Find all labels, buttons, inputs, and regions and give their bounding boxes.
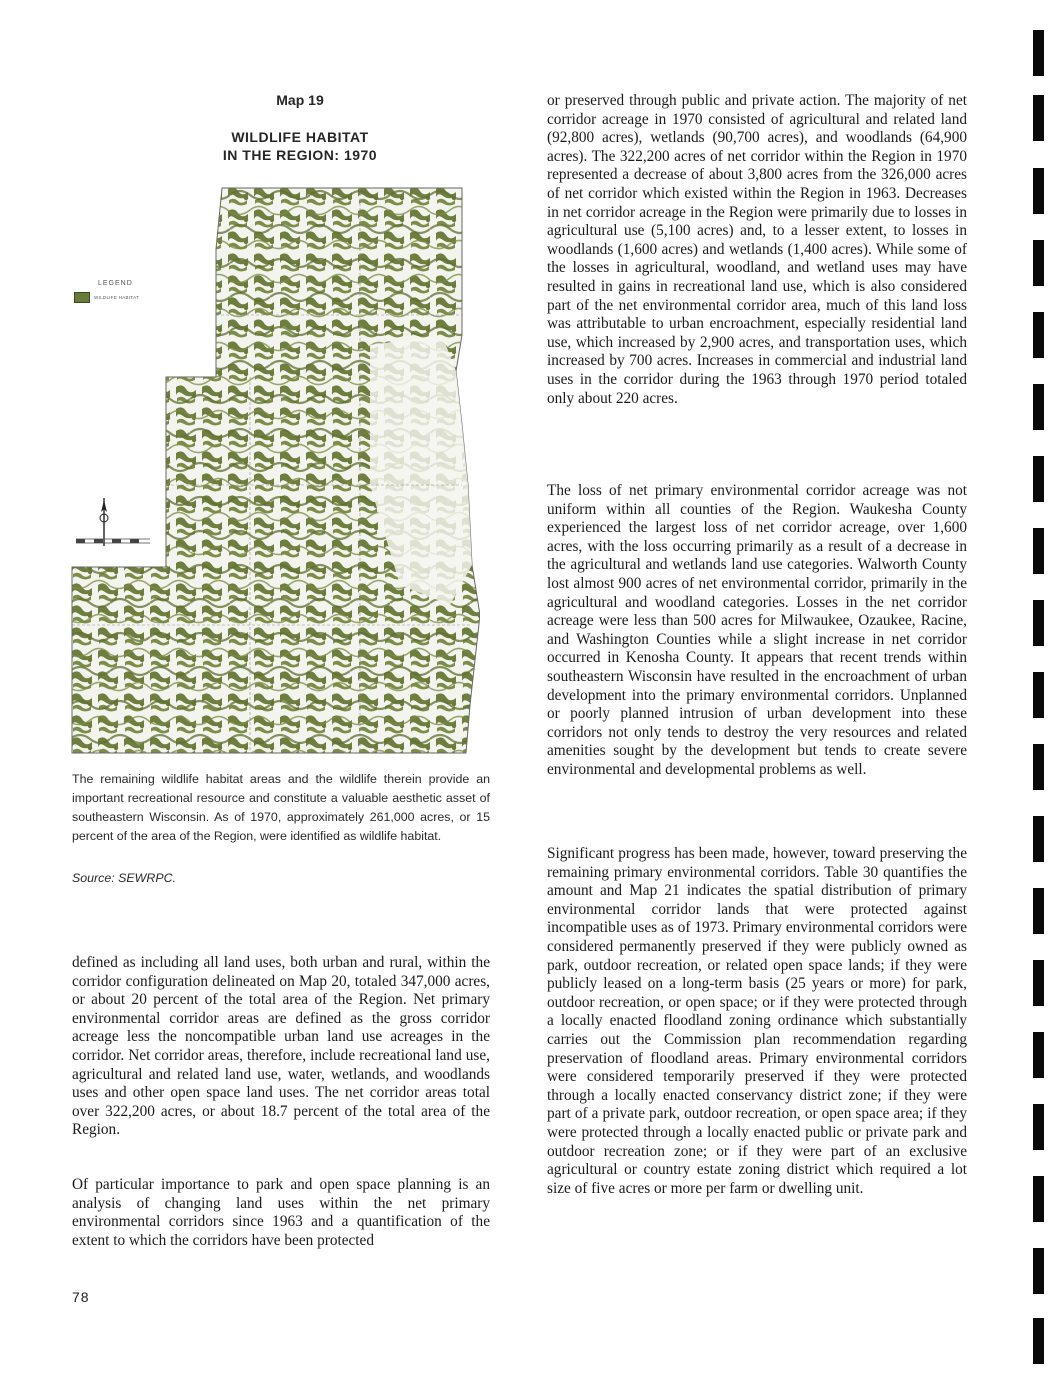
binding-mark bbox=[1033, 744, 1044, 790]
binding-mark bbox=[1033, 672, 1044, 718]
binding-mark bbox=[1033, 168, 1044, 214]
binding-mark bbox=[1033, 312, 1044, 358]
right-paragraph-1: or preserved through public and private action. The majority of net corridor acreage in 1970 consisted of agricultural and related land (92,800 acres), wetlands (90,700 acres), and woodlands (64,900 acres). The 322,200 acres of net corridor within the Region in 1970 represented a decrease of about 3,800 acres from the 326,000 acres of net corridor which existed within the Region in 1963. Decreases in net corridor acreage in the Region were primarily due to losses in agricultural use (5,100 acres) and, to a lesser extent, to losses in woodlands (1,600 acres) and wetlands (1,400 acres). While some of the losses in agricultural, woodland, and wetland uses may have resulted in gains in recreational land use, which is also considered part of the net environmental corridor area, much of this land loss was attributable to urban encroachment, especially residential land use, which increased by 2,900 acres, and transportation uses, which increased by 700 acres. Increases in commercial and industrial land uses in the corridor during the 1963 through 1970 period totaled only about 220 acres. bbox=[547, 92, 967, 407]
binding-mark bbox=[1033, 1104, 1044, 1150]
map-source: Source: SEWRPC. bbox=[72, 871, 176, 885]
binding-mark bbox=[1033, 528, 1044, 574]
binding-mark bbox=[1033, 456, 1044, 502]
map-caption: The remaining wildlife habitat areas and the wildlife therein provide an important recreational resource and constitute a valuable aesthetic asset of southeastern Wisconsin. As of 1970, approximately 261,000 acres, or 15 percent of the area of the Region, were identified as wildlife habitat. bbox=[72, 772, 490, 843]
binding-mark bbox=[1033, 1032, 1044, 1078]
binding-mark bbox=[1033, 30, 1044, 76]
binding-mark bbox=[1033, 95, 1044, 141]
right-paragraph-2: The loss of net primary environmental corridor acreage was not uniform within all counties of the Region. Waukesha County experienced the largest loss of net corridor acreage, over 1,600 acres, with the loss occurring primarily as a result of a decrease in the agricultural and wetlands land use categories. Walworth County lost almost 900 acres of net environmental corridor, primarily in the agricultural and woodland categories. Losses in the net corridor acreage were less than 500 acres for Milwaukee, Ozaukee, Racine, and Washington Counties while a slight increase in net corridor occurred in Kenosha County. It appears that recent trends within southeastern Wisconsin have resulted in the encroachment of urban development into the primary environmental corridors. Unplanned or poorly planned intrusion of urban development into these corridors not only tends to destroy the very resources and related amenities sought by the development but tends to create severe environmental and developmental problems as well. bbox=[547, 482, 967, 778]
map-title: WILDLIFE HABITAT IN THE REGION: 1970 bbox=[222, 129, 378, 163]
binding-mark bbox=[1033, 1176, 1044, 1222]
binding-mark bbox=[1033, 960, 1044, 1006]
binding-mark bbox=[1033, 816, 1044, 862]
legend-title: LEGEND bbox=[98, 280, 133, 287]
map-number: Map 19 bbox=[276, 92, 324, 108]
binding-mark bbox=[1033, 600, 1044, 646]
left-paragraph-1: defined as including all land uses, both urban and rural, within the corridor configuration delineated on Map 20, totaled 347,000 acres, or about 20 percent of the total area of the Region. Net primary environmental corridor areas are defined as the gross corridor acreage less the noncompatible urban land use acreages in the corridor. Net corridor areas, therefore, include recreational land use, agricultural and related land use, water, wetlands, and woodlands uses and other open space land uses. The net corridor areas total over 322,200 acres, or about 18.7 percent of the total area of the Region. bbox=[72, 954, 490, 1139]
wildlife-habitat-map bbox=[70, 185, 480, 757]
binding-mark bbox=[1033, 240, 1044, 286]
binding-marks bbox=[1033, 0, 1045, 1380]
binding-mark bbox=[1033, 384, 1044, 430]
left-paragraph-2: Of particular importance to park and open space planning is an analysis of changing land uses within the net primary environmental corridors since 1963 and a quantification of the extent to which the corridors have been protected bbox=[72, 1176, 490, 1249]
right-paragraph-3: Significant progress has been made, however, toward preserving the remaining primary environmental corridors. Table 30 quantifies the amount and Map 21 indicates the spatial distribution of primary environmental corridor lands that were protected against incompatible uses as of 1973. Primary environmental corridors were considered permanently preserved if they were publicly owned as park, outdoor recreation, or related open space lands; if they were publicly leased on a long-term basis (25 years or more) for park, outdoor recreation, or open space; or if they were protected through a locally enacted floodland zoning ordinance which substantially carries out the Commission plan recommendation regarding preservation of floodland areas. Primary environmental corridors were considered temporarily preserved if they were protected through a locally enacted conservancy district zone; if they were part of a private park, outdoor recreation, or open space area; if they were protected through a locally enacted public or private park and outdoor recreation zone; or if they were part of an exclusive agricultural or country estate zoning district which required a lot size of five acres or more per farm or dwelling unit. bbox=[547, 845, 967, 1197]
binding-mark bbox=[1033, 1318, 1044, 1364]
legend-label: WILDLIFE HABITAT bbox=[94, 295, 140, 300]
binding-mark bbox=[1033, 1248, 1044, 1294]
page-number: 78 bbox=[72, 1289, 90, 1305]
binding-mark bbox=[1033, 888, 1044, 934]
